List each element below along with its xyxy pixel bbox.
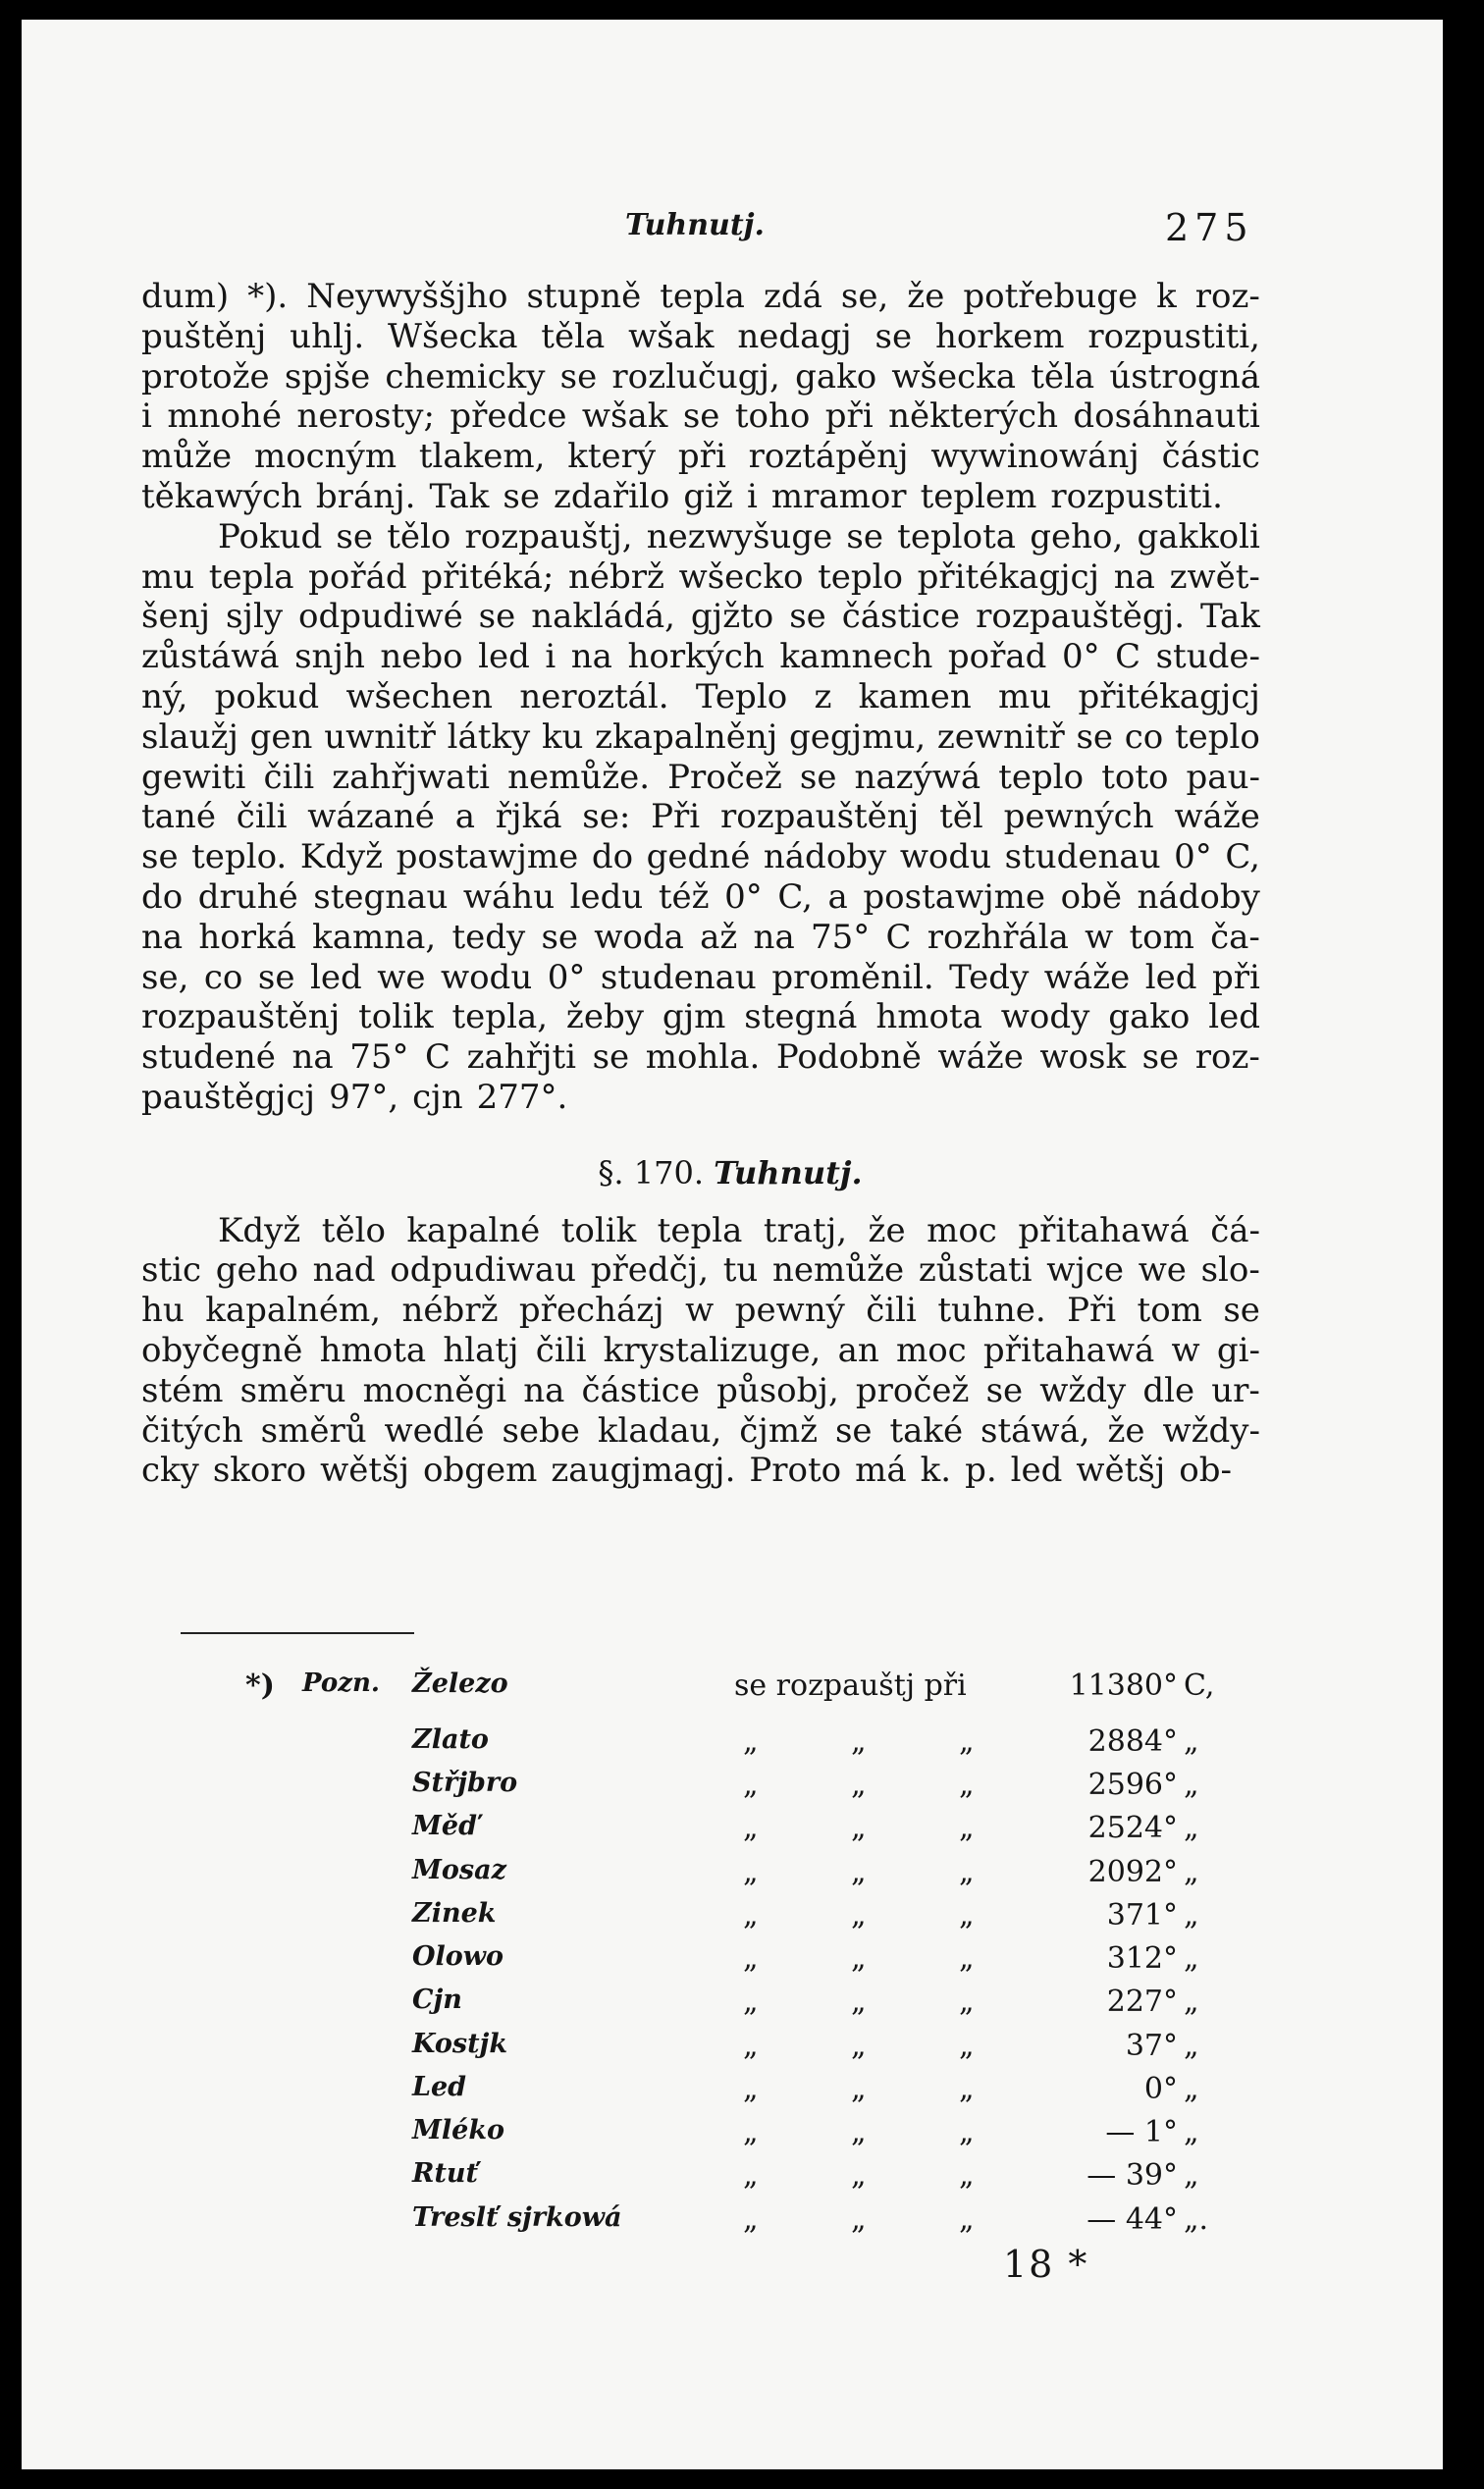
ditto-mark: „ [959,1985,975,2020]
signature-mark: 18 * [1003,2243,1089,2286]
text-line: do druhé stegnau wáhu ledu též 0° C, a postawjme obě nádoby [141,876,1260,917]
melting-temperature: 371° [1106,1897,1178,1933]
substance-name: Měď [412,1811,477,1842]
text-line: může mocným tlakem, který při roztápěnj wywinowánj částic [141,437,1260,477]
ditto-mark: „ [743,1854,759,1889]
text-line: těkawých bránj. Tak se zdařilo giž i mramor teplem rozpustiti. [141,476,1223,516]
ditto-mark: „ [743,1811,759,1846]
temperature-unit: „ [1184,1723,1199,1759]
melting-temperature: 312° [1106,1941,1178,1977]
ditto-mark: „ [851,1985,867,2020]
ditto-mark: „ [959,1768,975,1803]
text-line: hu kapalném, nébrž přecházj w pewný čili tuhne. Při tom se [141,1291,1260,1331]
substance-name: Cjn [412,1985,462,2016]
text-line: pauštěgjcj 97°, cjn 277°. [141,1077,568,1117]
footnote-row [22,1811,1443,1854]
ditto-mark: „ [959,1811,975,1846]
ditto-mark: „ [851,1897,867,1933]
substance-name: Zinek [412,1897,497,1929]
running-title: Tuhnutj. [625,208,765,242]
text-line: gewiti čili zahřjwati nemůže. Pročež se nazýwá teplo toto pau- [141,757,1260,797]
substance-name: Železo [412,1668,508,1699]
text-line: se teplo. Když postawjme do gedné nádoby wodu studenau 0° C, [141,837,1260,877]
section-title: Tuhnutj. [714,1153,863,1192]
melting-temperature: 227° [1106,1985,1178,2020]
ditto-mark: „ [959,2028,975,2063]
temperature-unit: „ [1184,1897,1199,1933]
substance-name: Olowo [412,1941,504,1973]
text-line: cky skoro wětšj obgem zaugjmagj. Proto má k. p. led wětšj ob- [141,1451,1233,1491]
ditto-mark: „ [851,2071,867,2106]
footnote-row [22,2158,1443,2201]
page-number: 275 [1165,206,1254,249]
ditto-mark: „ [743,1985,759,2020]
melting-temperature: 2596° [1087,1768,1178,1803]
text-line: dum) *). Neywyššjho stupně tepla zdá se, že potřebuge k roz- [141,277,1260,316]
temperature-unit: „ [1184,1768,1199,1803]
text-line: puštěnj uhlj. Wšecka těla wšak nedagj se horkem rozpustiti, [141,316,1260,356]
melting-temperature: 2524° [1087,1811,1178,1846]
ditto-mark: „ [743,2028,759,2063]
substance-name: Treslť sjrkowá [412,2201,622,2233]
text-line: stic geho nad odpudiwau předčj, tu nemůže zůstati wjce we slo- [141,1250,1260,1291]
substance-name: Kostjk [412,2028,508,2059]
text-line: studené na 75° C zahřjti se mohla. Podobně wáže wosk se roz- [141,1037,1260,1078]
text-line: šenj sjly odpudiwé se nakládá, gjžto se částice rozpauštěgj. Tak [141,597,1260,637]
footnote-row [22,1668,1443,1712]
ditto-mark: „ [743,2201,759,2237]
footnote-label: Pozn. [302,1668,380,1698]
text-line: Když tělo kapalné tolik tepla tratj, že moc přitahawá čá- [218,1210,1260,1250]
temperature-unit: C, [1184,1668,1215,1703]
ditto-mark: „ [851,2028,867,2063]
ditto-mark: „ [851,1811,867,1846]
melting-temperature: 11380° [1069,1668,1178,1703]
footnote-rule [181,1632,414,1634]
melting-temperature: — 44° [1086,2201,1178,2237]
ditto-mark: „ [959,1897,975,1933]
ditto-mark: „ [743,1768,759,1803]
text-line: slaužj gen uwnitř látky ku zkapalněnj gegjmu, zewnitř se co teplo [141,716,1260,757]
footnote-row [22,1724,1443,1768]
section-heading [141,1153,1260,1193]
footnote-row [22,1941,1443,1985]
paragraph-2 [141,517,1260,1118]
temperature-unit: „ [1184,2115,1199,2150]
temperature-unit: „ [1184,2028,1199,2063]
ditto-mark: „ [959,1941,975,1977]
footnote-row [22,2072,1443,2115]
temperature-unit: „ [1184,1985,1199,2020]
ditto-mark: „ [959,1723,975,1759]
ditto-mark: „ [743,1723,759,1759]
ditto-mark: „ [743,2115,759,2150]
text-line: protože spjše chemicky se rozlučugj, gako wšecka těla ústrogná [141,356,1260,397]
ditto-mark: „ [959,2115,975,2150]
main-text [141,277,1260,1491]
melting-temperature: 37° [1125,2028,1178,2063]
paragraph-3 [141,1211,1260,1492]
ditto-mark: „ [851,2158,867,2194]
ditto-mark: „ [851,2115,867,2150]
ditto-mark: „ [743,2071,759,2106]
ditto-mark: „ [851,1941,867,1977]
ditto-mark: „ [851,1768,867,1803]
substance-name: Mosaz [412,1854,506,1885]
footnote-row [22,1768,1443,1811]
temperature-unit: „. [1184,2201,1209,2237]
ditto-mark: „ [959,1854,975,1889]
ditto-mark: „ [959,2158,975,2194]
footnote-row [22,2202,1443,2246]
text-line: na horká kamna, tedy se woda až na 75° C rozhřála w tom ča- [141,917,1260,957]
substance-name: Zlato [412,1723,489,1755]
text-line: se, co se led we wodu 0° studenau proměnil. Tedy wáže led při [141,957,1260,997]
book-page [22,20,1443,2469]
substance-name: Led [412,2071,467,2102]
temperature-unit: „ [1184,1811,1199,1846]
text-line: čitých směrů wedlé sebe kladau, čjmž se také stáwá, že wždy- [141,1410,1260,1451]
ditto-mark: „ [851,2201,867,2237]
text-line: obyčegně hmota hlatj čili krystalizuge, an moc přitahawá w gi- [141,1330,1260,1370]
ditto-mark: „ [743,2158,759,2194]
footnote-row [22,2029,1443,2072]
text-line: i mnohé nerosty; předce wšak se toho při některých dosáhnauti [141,397,1260,437]
footnote-row [22,1985,1443,2028]
melting-temperature: 2092° [1087,1854,1178,1889]
melting-temperature: 0° [1143,2071,1178,2106]
footnote-verb: se rozpauštj při [734,1668,967,1703]
temperature-unit: „ [1184,2071,1199,2106]
text-line: stém směru mocněgi na částice působj, pročež se wždy dle ur- [141,1370,1260,1410]
ditto-mark: „ [851,1723,867,1759]
footnote-mark: *) [245,1668,275,1703]
substance-name: Mléko [412,2115,505,2146]
substance-name: Střjbro [412,1768,518,1799]
melting-temperature: 2884° [1087,1723,1178,1759]
footnote-row [22,1898,1443,1941]
ditto-mark: „ [851,1854,867,1889]
running-header [22,208,1443,251]
temperature-unit: „ [1184,1854,1199,1889]
text-line: ný, pokud wšechen neroztál. Teplo z kamen mu přitékagjcj [141,676,1260,716]
section-number: §. 170. [598,1153,704,1192]
temperature-unit: „ [1184,1941,1199,1977]
text-line: zůstáwá snjh nebo led i na horkých kamnech pořad 0° C stude- [141,637,1260,677]
footnote-row [22,1855,1443,1898]
temperature-unit: „ [1184,2158,1199,2194]
text-line: mu tepla pořád přitéká; nébrž wšecko teplo přitékagjcj na zwět- [141,556,1260,597]
melting-temperature: — 39° [1086,2158,1178,2194]
text-line: Pokud se tělo rozpauštj, nezwyšuge se teplota geho, gakkoli [218,516,1260,556]
substance-name: Rtuť [412,2158,479,2190]
melting-temperature: — 1° [1105,2115,1178,2150]
text-line: tané čili wázané a řjká se: Při rozpauštěnj těl pewných wáže [141,797,1260,837]
footnote-row [22,2115,1443,2158]
ditto-mark: „ [959,2071,975,2106]
text-line: rozpauštěnj tolik tepla, žeby gjm stegná hmota wody gako led [141,997,1260,1037]
ditto-mark: „ [959,2201,975,2237]
ditto-mark: „ [743,1897,759,1933]
paragraph-1 [141,277,1260,517]
ditto-mark: „ [743,1941,759,1977]
